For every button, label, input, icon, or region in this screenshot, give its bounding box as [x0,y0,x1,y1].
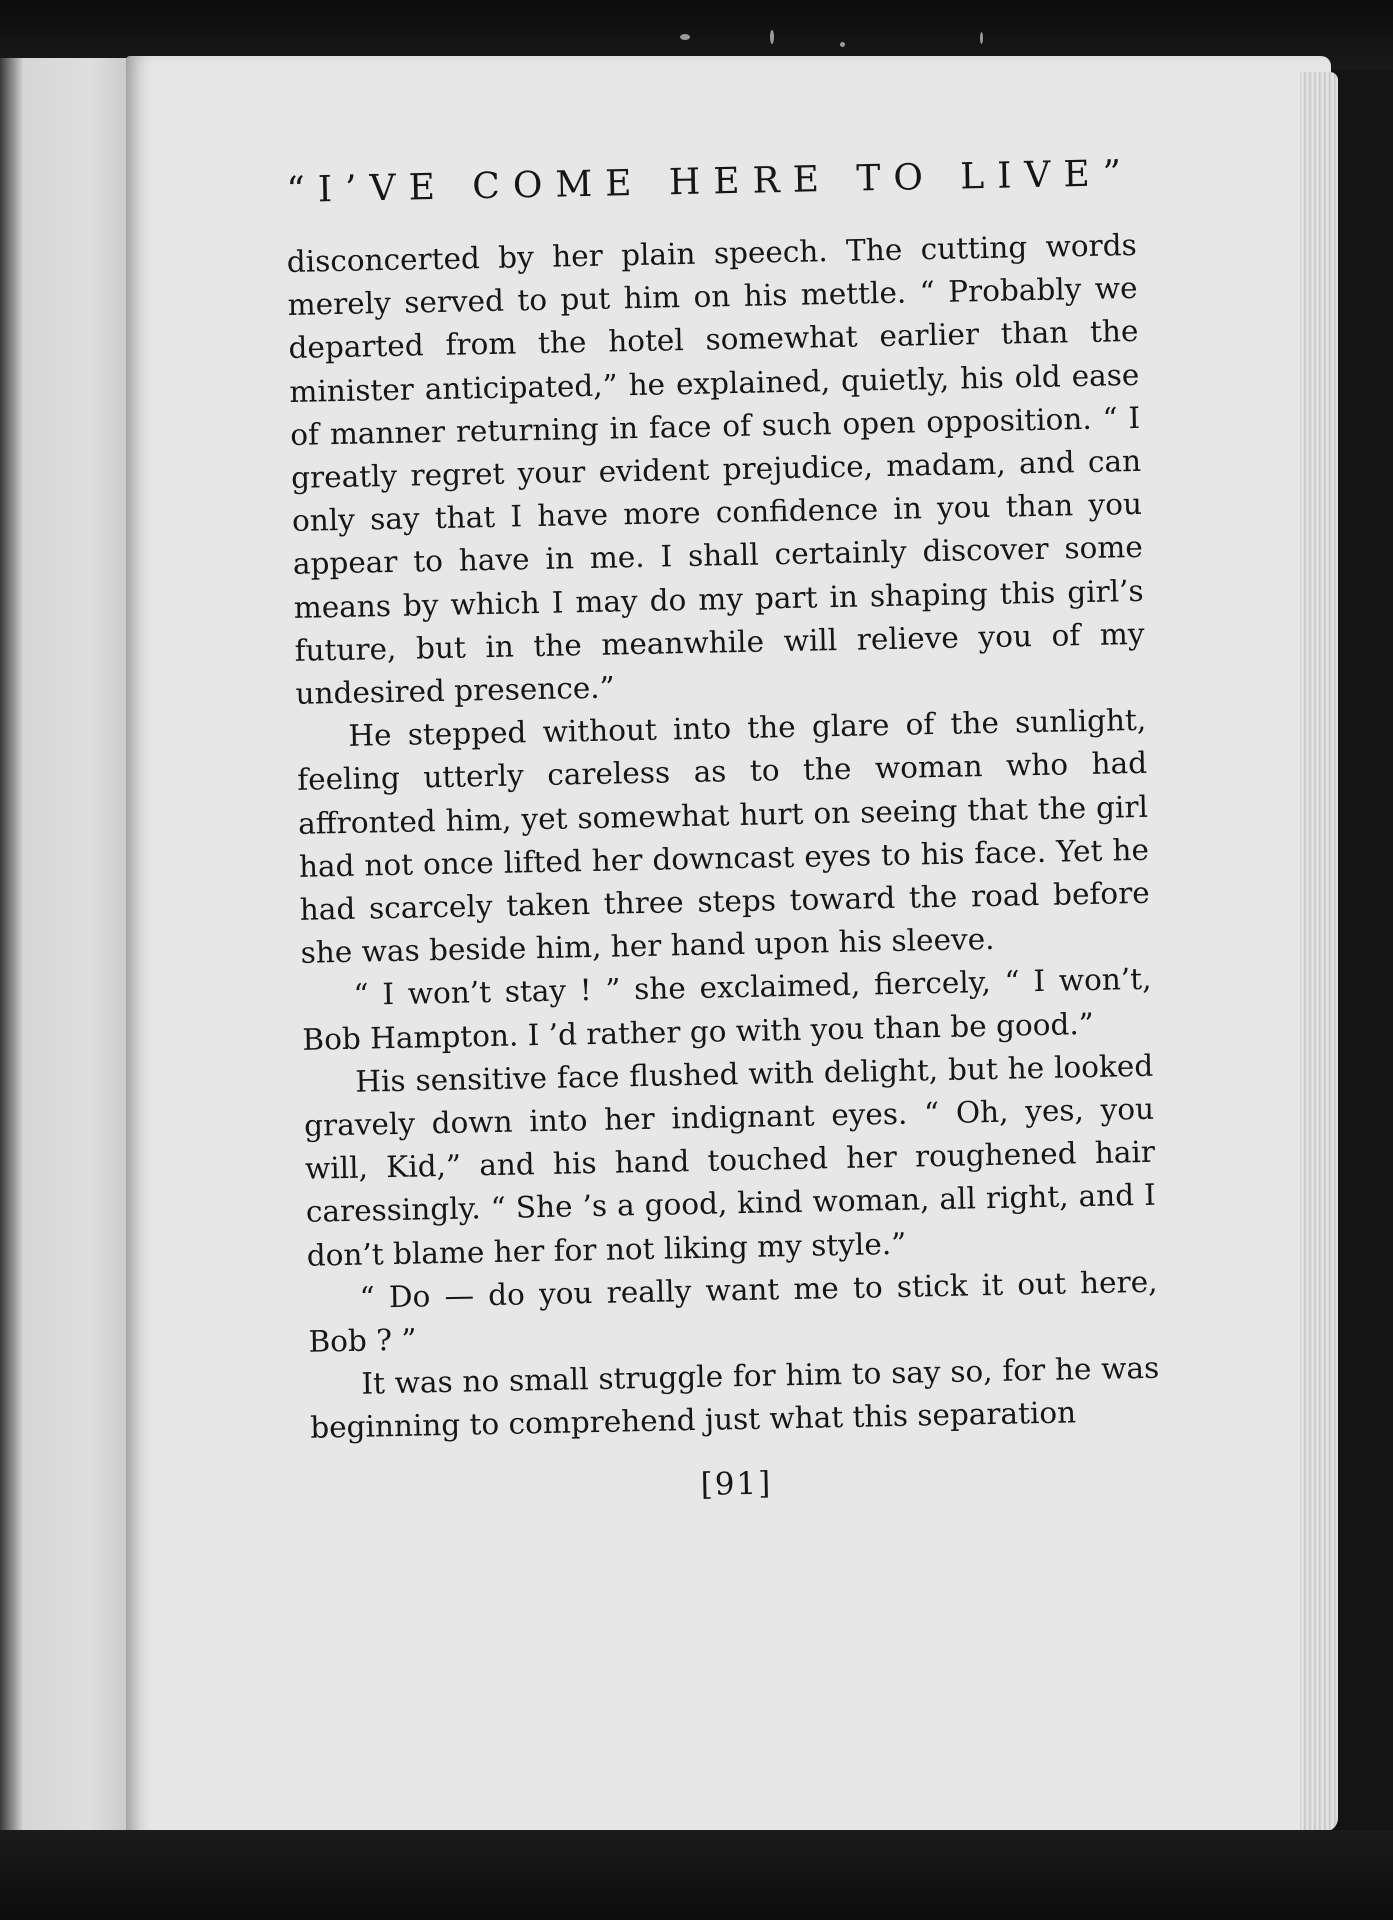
dust-speck [770,30,774,44]
page-text-block [285,153,1166,1700]
dust-speck [840,42,845,47]
dust-speck [980,32,983,44]
paragraph: He stepped without into the glare of the sunlight, feeling utterly careless as to the woman who had affronted him, yet somewhat hurt on seeing that the girl had not once lifted her downcast eyes to his face. Yet he had scarcely taken three steps toward the road before she was beside him, her hand upon his sleeve. [296,703,1151,971]
body-text [286,224,1160,1451]
paragraph: It was no small struggle for him to say so, for he was beginning to comprehend just what this separation [309,1350,1160,1446]
facing-page-edge [0,58,130,1848]
page-number: [91] [700,1465,773,1503]
dust-speck [680,34,690,40]
running-head: “I’VE COME HERE TO LIVE” [286,152,1135,211]
paragraph: disconcerted by her plain speech. The cutting words merely served to put him on his mettle. “ Probably we departed from the hotel somewhat earlier than the minister anticipated,” he explained, quietly, his old ease of manner returning in face of such open opposition. “ I greatly regret your evident prejudice, madam, and can only say that I have more confidence in you than you appear to have in me. I shall certainly discover some means by which I may do my part in shaping this girl’s future, but in the meanwhile will relieve you of my undesired presence.” [286,227,1145,711]
dust-specks [660,20,1020,60]
paragraph: His sensitive face flushed with delight, but he looked gravely down into her indignant eyes. “ Oh, yes, you will, Kid,” and his hand touched her roughened hair caressingly. “ She ’s a good, kind woman, all right, and I don’t blame her for not liking my style.” [303,1048,1157,1273]
scan-bottom-border [0,1830,1393,1920]
page-stack-edge [1300,72,1338,1832]
paragraph: “ I won’t stay ! ” she exclaimed, fiercely, “ I won’t, Bob Hampton. I ’d rather go with you than be good.” [302,962,1152,1057]
paragraph: “ Do — do you really want me to stick it out here, Bob ? ” [308,1264,1158,1359]
